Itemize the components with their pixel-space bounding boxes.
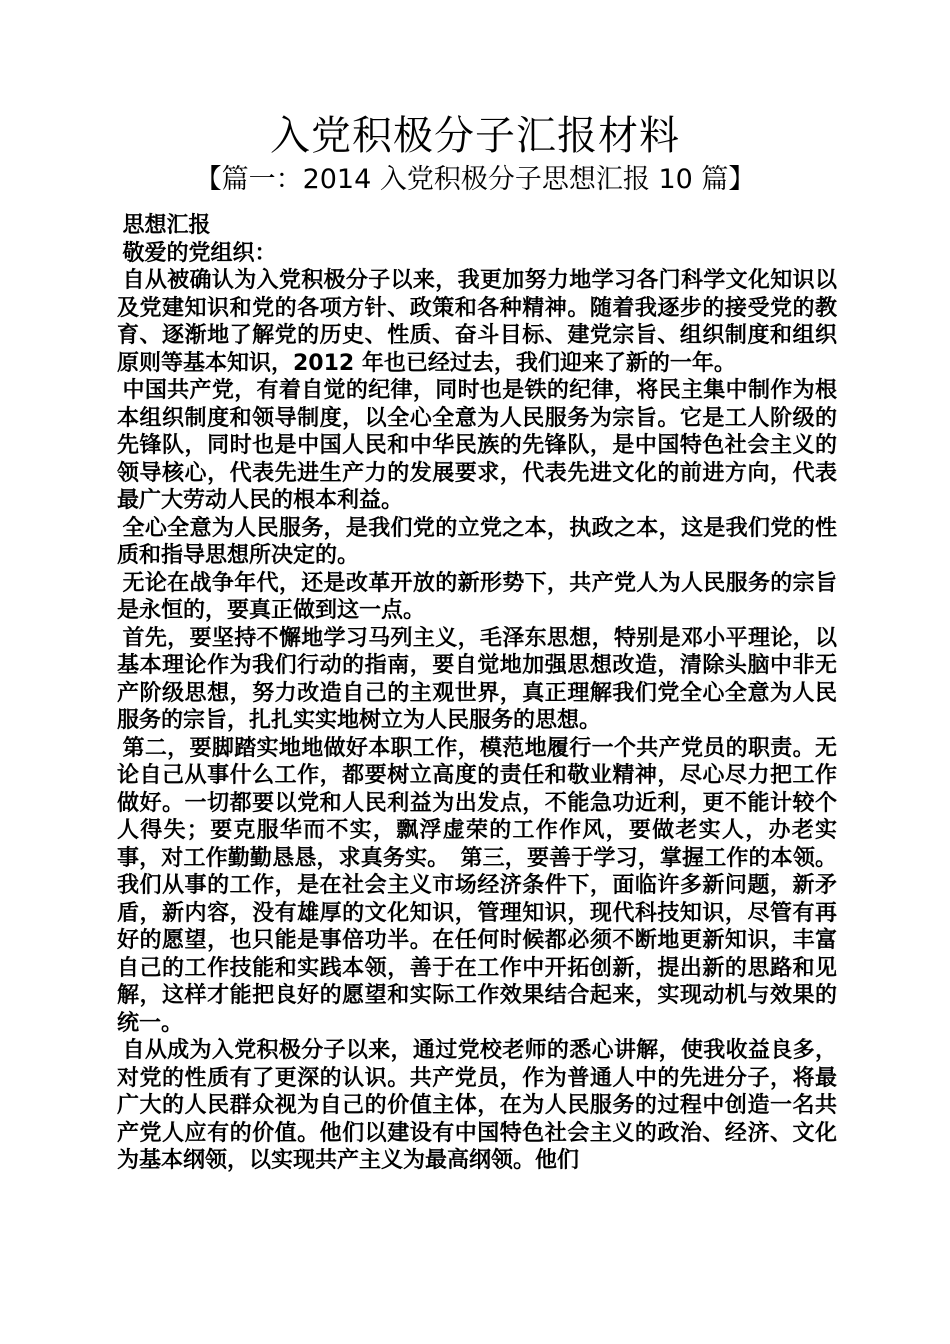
salutation: 敬爱的党组织： (122, 240, 277, 266)
document-subtitle: 【篇一：2014 入党积极分子思想汇报 10 篇】 (194, 164, 756, 195)
paragraph: 自从被确认为入党积极分子以来，我更加努力地学习各门科学文化知识以及党建知识和党的各项方针、政策和各种精神。随着我逐步的接受党的教育、逐渐地了解党的历史、性质、奋斗目标、建党宗旨、组织制度和组织原则等基本知识，2012 年也已经过去，我们迎来了新的一年。 (117, 268, 837, 376)
paragraph: 首先，要坚持不懈地学习马列主义，毛泽东思想，特别是邓小平理论，以基本理论作为我们行动的指南，要自觉地加强思想改造，清除头脑中非无产阶级思想，努力改造自己的主观世界，真正理解我们党全心全意为人民服务的宗旨，扎扎实实地树立为人民服务的思想。 (117, 625, 837, 733)
paragraph: 全心全意为人民服务，是我们党的立党之本，执政之本，这是我们党的性质和指导思想所决定的。 (117, 515, 837, 568)
paragraph: 中国共产党，有着自觉的纪律，同时也是铁的纪律，将民主集中制作为根本组织制度和领导制度，以全心全意为人民服务为宗旨。它是工人阶级的先锋队，同时也是中国人民和中华民族的先锋队，是中国特色社会主义的领导核心，代表先进生产力的发展要求，代表先进文化的前进方向，代表最广大劳动人民的根本利益。 (117, 378, 837, 513)
document-body (117, 212, 837, 1175)
section-heading: 思想汇报 (122, 213, 211, 238)
paragraph: 无论在战争年代，还是改革开放的新形势下，共产党人为人民服务的宗旨是永恒的，要真正做到这一点。 (117, 570, 837, 623)
document-title: 入党积极分子汇报材料 (270, 113, 680, 159)
paragraph: 第二，要脚踏实地地做好本职工作，模范地履行一个共产党员的职责。无论自己从事什么工作，都要树立高度的责任和敬业精神，尽心尽力把工作做好。一切都要以党和人民利益为出发点，不能急功近利，更不能计较个人得失；要克服华而不实，飘浮虚荣的工作作风，要做老实人，办老实事，对工作勤勤恳恳，求真务实。 第三，要善于学习，掌握工作的本领。我们从事的工作，是在社会主义市场经济条件下，面临许多新问题，新矛盾，新内容，没有雄厚的文化知识，管理知识，现代科技知识，尽管有再好的愿望，也只能是事倍功半。在任何时候都必须不断地更新知识，丰富自己的工作技能和实践本领，善于在工作中开拓创新，提出新的思路和见解，这样才能把良好的愿望和实际工作效果结合起来，实现动机与效果的统一。 (117, 735, 837, 1036)
paragraph: 自从成为入党积极分子以来，通过党校老师的悉心讲解，使我收益良多，对党的性质有了更深的认识。共产党员，作为普通人中的先进分子，将最广大的人民群众视为自己的价值主体，在为人民服务的过程中创造一名共产党人应有的价值。他们以建设有中国特色社会主义的政治、经济、文化为基本纲领，以实现共产主义为最高纲领。他们 (117, 1038, 837, 1173)
